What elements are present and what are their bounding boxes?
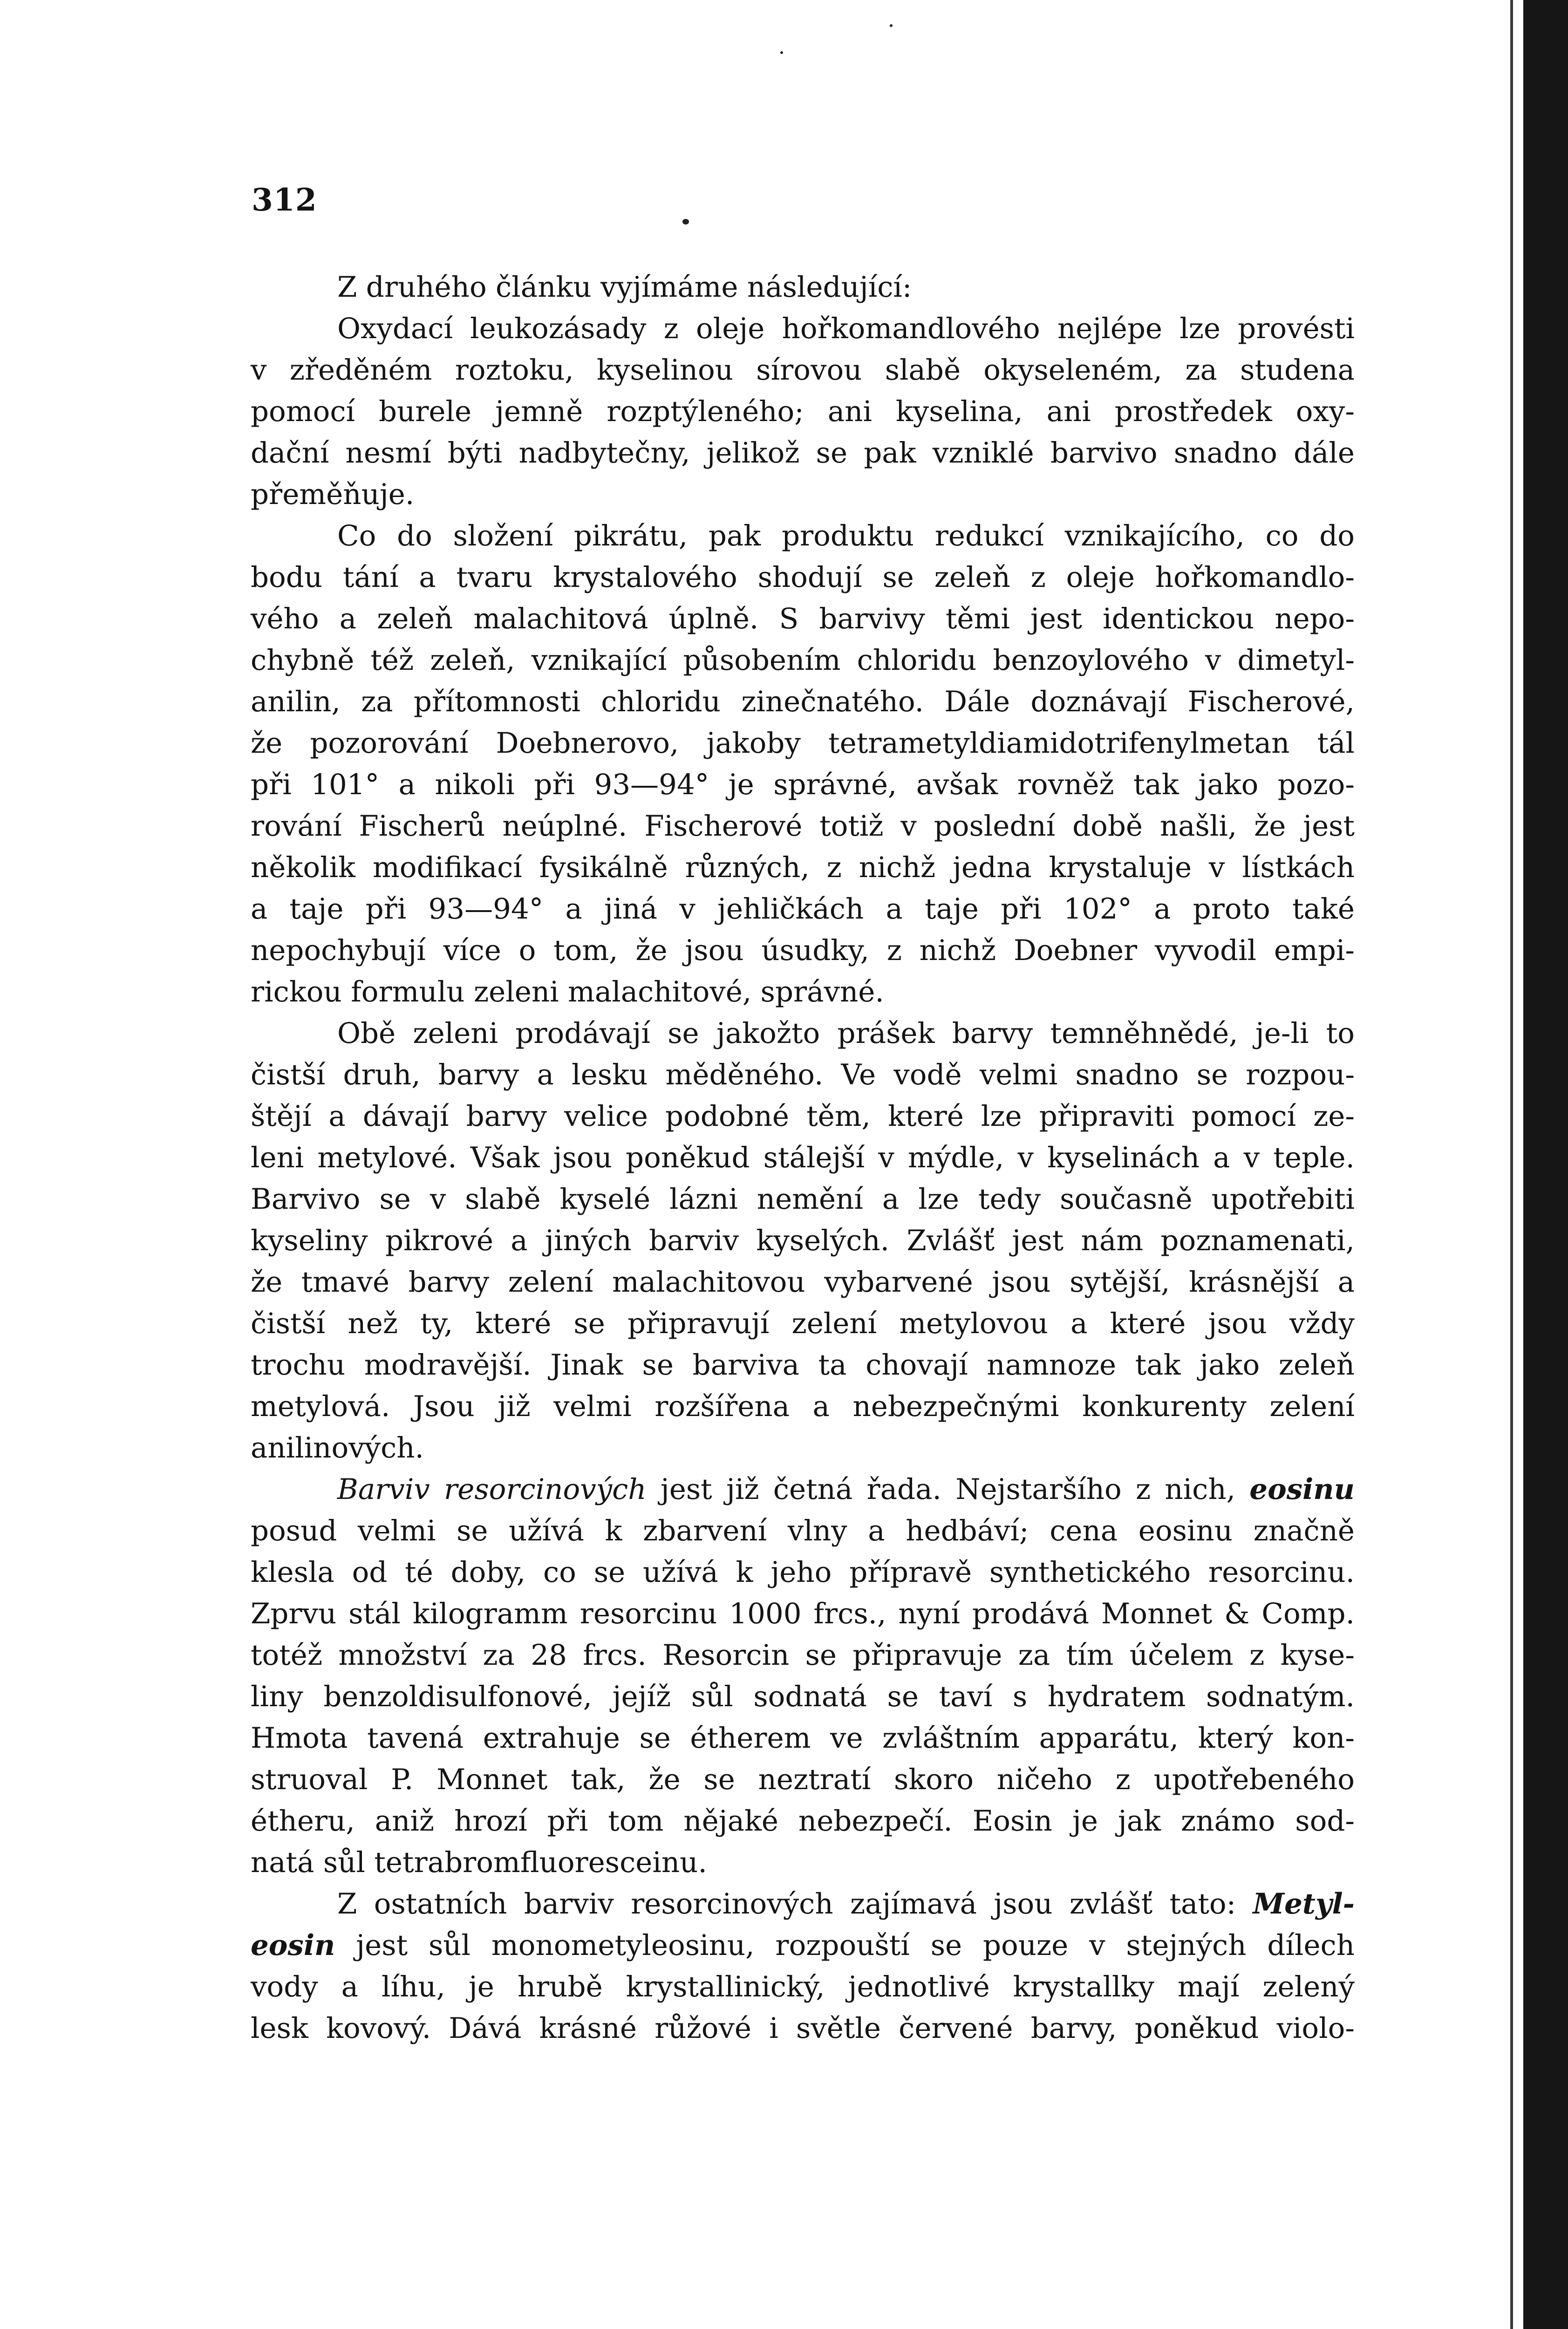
line-text: Z ostatních barviv resorcinových zajímavá jsou zvlášť tato: <box>337 1887 1236 1920</box>
line-text: Hmota tavená extrahuje se étherem ve zvláštním apparátu, který kon- <box>251 1722 1355 1755</box>
text-line <box>251 1759 1355 1800</box>
text-line <box>251 1883 1355 1925</box>
scan-speck <box>780 51 783 54</box>
text-line <box>251 391 1355 432</box>
line-text: rování Fischerů neúplné. Fischerové totiž v poslední době našli, že jest <box>251 810 1355 843</box>
emphasis-text: Metyl- <box>1253 1887 1355 1920</box>
text-line <box>251 1676 1355 1717</box>
line-text: nepochybují více o tom, že jsou úsudky, z nichž Doebner vyvodil empi- <box>251 934 1355 967</box>
line-text: totéž množství za 28 frcs. Resorcin se připravuje za tím účelem z kyse- <box>251 1639 1355 1672</box>
text-line <box>251 1800 1355 1842</box>
text-line <box>251 930 1355 971</box>
line-text: Co do složení pikrátu, pak produktu redukcí vznikajícího, co do <box>337 519 1355 552</box>
line-text: a taje při 93—94° a jiná v jehličkách a taje při 102° a proto také <box>251 892 1355 926</box>
line-text: vody a líhu, je hrubě krystallinický, jednotlivé krystallky mají zelený <box>251 1970 1355 2003</box>
emphasis-text: Barviv resorcinových <box>337 1473 647 1506</box>
text-line <box>251 1510 1355 1552</box>
text-line <box>251 1261 1355 1303</box>
text-line <box>251 681 1355 722</box>
line-text: posud velmi se užívá k zbarvení vlny a hedbáví; cena eosinu značně <box>251 1514 1355 1547</box>
text-line <box>251 2008 1355 2049</box>
line-text: dační nesmí býti nadbytečny, jelikož se pak vzniklé barvivo snadno dále <box>251 436 1355 470</box>
text-line <box>251 1054 1355 1096</box>
text-line <box>251 308 1355 349</box>
line-text: Barvivo se v slabě kyselé lázni nemění a lze tedy současně upotřebiti <box>251 1183 1355 1216</box>
line-text: čistší než ty, které se připravují zelení metylovou a které jsou vždy <box>251 1307 1355 1340</box>
line-text: jest sůl monometyleosinu, rozpouští se pouze v stejných dílech <box>356 1929 1355 1962</box>
line-text: leni metylové. Však jsou poněkud stálejší v mýdle, v kyselinách a v teple. <box>251 1141 1355 1174</box>
text-line <box>251 266 1355 308</box>
text-line <box>251 598 1355 640</box>
line-text: chybně též zeleň, vznikající působením chloridu benzoylového v dimetyl- <box>251 644 1355 677</box>
line-text: několik modifikací fysikálně různých, z nichž jedna krystaluje v lístkách <box>251 851 1355 884</box>
line-text: vého a zeleň malachitová úplně. S barvivy těmi jest identickou nepo- <box>251 602 1355 635</box>
line-text: v zředěném roztoku, kyselinou sírovou slabě okyseleném, za studena <box>251 354 1355 387</box>
line-text: metylová. Jsou již velmi rozšířena a nebezpečnými konkurenty zelení <box>251 1390 1355 1423</box>
text-line <box>251 1178 1355 1220</box>
emphasis-text: eosinu <box>1249 1473 1355 1506</box>
text-line <box>251 1303 1355 1344</box>
line-text: lesk kovový. Dává krásné růžové i světle červené barvy, poněkud violo- <box>251 2012 1355 2045</box>
text-line <box>251 1096 1355 1137</box>
text-line <box>251 349 1355 391</box>
line-text: trochu modravější. Jinak se barviva ta chovají namnoze tak jako zeleň <box>251 1348 1355 1382</box>
page-number: 312 <box>252 182 317 218</box>
emphasis-text: eosin <box>251 1929 335 1962</box>
line-text: struoval P. Monnet tak, že se neztratí skoro ničeho z upotřebeného <box>251 1763 1355 1796</box>
text-line <box>251 1220 1355 1261</box>
text-line <box>251 1925 1355 1966</box>
line-text: Z druhého článku vyjímáme následující: <box>337 271 912 304</box>
line-text: liny benzoldisulfonové, jejíž sůl sodnatá se taví s hydratem sodnatým. <box>251 1680 1355 1713</box>
text-line <box>251 1386 1355 1427</box>
text-line <box>251 432 1355 474</box>
text-line <box>251 1013 1355 1054</box>
line-text: natá sůl tetrabromfluoresceinu. <box>251 1846 707 1879</box>
text-line <box>251 1593 1355 1634</box>
line-text: pomocí burele jemně rozptýleného; ani kyselina, ani prostředek oxy- <box>251 395 1355 428</box>
line-text: bodu tání a tvaru krystalového shodují se zeleň z oleje hořkomandlo- <box>251 561 1355 594</box>
line-text: rickou formulu zeleni malachitové, správné. <box>251 975 884 1008</box>
scan-speck <box>682 219 689 225</box>
text-line <box>251 1842 1355 1883</box>
line-text: štějí a dávají barvy velice podobné těm, které lze připraviti pomocí ze- <box>251 1100 1355 1133</box>
text-line <box>251 722 1355 764</box>
text-line <box>251 888 1355 930</box>
text-line <box>251 557 1355 598</box>
text-line <box>251 1427 1355 1469</box>
scan-page-edge <box>1523 0 1568 2329</box>
text-line <box>251 1634 1355 1676</box>
line-text: klesla od té doby, co se užívá k jeho přípravě synthetického resorcinu. <box>251 1556 1355 1589</box>
text-line <box>251 640 1355 681</box>
text-line <box>251 474 1355 515</box>
line-text: kyseliny pikrové a jiných barviv kyselých. Zvlášť jest nám poznamenati, <box>251 1224 1355 1257</box>
text-line <box>251 1717 1355 1759</box>
text-line <box>251 1966 1355 2008</box>
text-line <box>251 1344 1355 1386</box>
scan-speck <box>890 24 893 27</box>
text-line <box>251 847 1355 888</box>
text-line <box>251 515 1355 557</box>
line-text: Obě zeleni prodávají se jakožto prášek barvy temněhnědé, je-li to <box>337 1017 1355 1050</box>
line-text: při 101° a nikoli při 93—94° je správné, avšak rovněž tak jako pozo- <box>251 768 1355 801</box>
text-line <box>251 1552 1355 1593</box>
text-line <box>251 971 1355 1013</box>
line-text: anilinových. <box>251 1431 424 1464</box>
text-line <box>251 1469 1355 1510</box>
text-line <box>251 1137 1355 1178</box>
line-text: étheru, aniž hrozí při tom nějaké nebezpečí. Eosin je jak známo sod- <box>251 1805 1355 1838</box>
line-text: Oxydací leukozásady z oleje hořkomandlového nejlépe lze provésti <box>337 312 1355 345</box>
line-text: Zprvu stál kilogramm resorcinu 1000 frcs., nyní prodává Monnet & Comp. <box>251 1597 1355 1630</box>
line-text: přeměňuje. <box>251 478 415 511</box>
page-edge-line <box>1510 0 1513 2329</box>
line-text: že tmavé barvy zelení malachitovou vybarvené jsou sytější, krásnější a <box>251 1266 1355 1299</box>
line-text: anilin, za přítomnosti chloridu zinečnatého. Dále doznávají Fischerové, <box>251 685 1355 718</box>
body-text <box>251 266 1355 2049</box>
text-line <box>251 805 1355 847</box>
line-text: že pozorování Doebnerovo, jakoby tetrametyldiamidotrifenylmetan tál <box>251 727 1355 760</box>
line-text: čistší druh, barvy a lesku měděného. Ve vodě velmi snadno se rozpou- <box>251 1058 1355 1091</box>
text-line <box>251 764 1355 805</box>
line-text: jest již četná řada. Nejstaršího z nich, <box>660 1473 1236 1506</box>
